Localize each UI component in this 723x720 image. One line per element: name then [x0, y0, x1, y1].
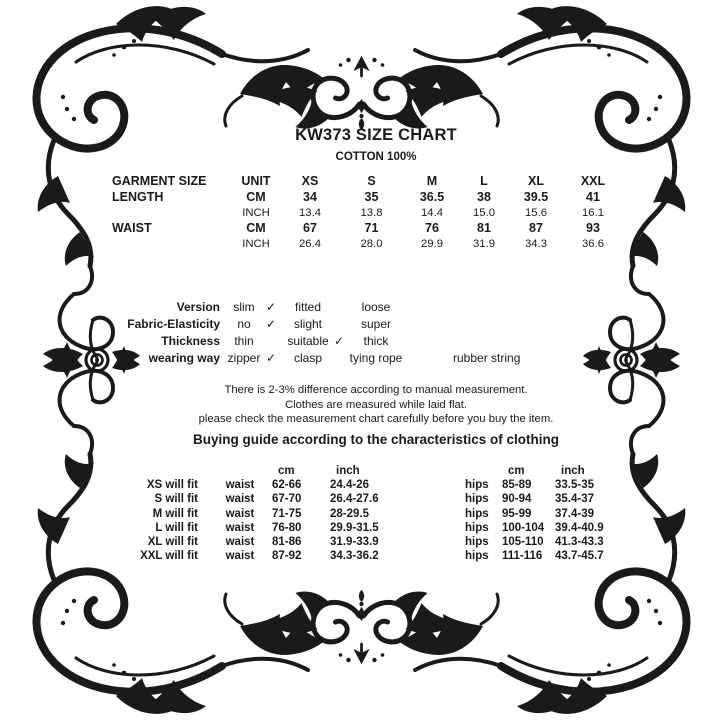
guide-size-label: XXL will fit [140, 550, 198, 563]
value-cell: 13.8 [360, 206, 383, 219]
check-icon [334, 316, 348, 333]
value-cell: 16.1 [582, 206, 604, 219]
check-icon: ✓ [266, 300, 277, 314]
unit-cell: INCH [242, 206, 270, 219]
guide-size-label: XL will fit [147, 536, 198, 549]
value-cell: 31.9 [473, 238, 495, 251]
guide-cm-value: 71-75 [272, 507, 302, 520]
guide-inch-value: 31.9-33.9 [330, 536, 379, 549]
value-cell: 34 [303, 189, 317, 204]
check-icon: ✓ [334, 334, 345, 348]
size-table [112, 174, 621, 253]
guide-area-label: waist [225, 550, 255, 563]
unit-cell: CM [246, 221, 266, 236]
value-cell: 36.6 [582, 238, 604, 251]
column-header-cm: cm [508, 465, 525, 477]
guide-inch-value: 28-29.5 [330, 507, 370, 520]
guide-area-label: hips [465, 479, 489, 492]
value-cell: 34.3 [525, 238, 547, 251]
guide-inch-value: 34.3-36.2 [330, 550, 379, 563]
unit-cell: CM [246, 189, 266, 204]
column-header-cm: cm [278, 465, 295, 477]
value-cell: 41 [586, 189, 600, 204]
value-cell: 36.5 [419, 189, 445, 204]
column-header-inch: inch [336, 465, 360, 477]
measurement-notes [30, 383, 722, 448]
guide-cm-value: 85-89 [502, 479, 532, 492]
measurement-note: There is 2-3% difference according to manual measurement. [224, 384, 528, 396]
attribute-option: suitable [287, 334, 329, 348]
row-label [112, 206, 232, 222]
attribute-option: no [237, 317, 251, 331]
guide-inch-value: 24.4-26 [330, 479, 370, 492]
guide-cm-value: 62-66 [272, 479, 302, 492]
attribute-option: slim [233, 300, 255, 314]
guide-inch-value: 26.4-27.6 [330, 493, 379, 506]
column-header-garment-size: GARMENT SIZE [112, 174, 207, 188]
guide-area-label: waist [225, 521, 255, 534]
column-header-xl: XL [528, 174, 544, 188]
spacer [404, 316, 453, 333]
row-label: LENGTH [112, 189, 164, 204]
check-icon [266, 333, 282, 350]
value-cell: 38 [477, 189, 491, 204]
attribute-option [453, 299, 593, 316]
attribute-label: Fabric-Elasticity [127, 317, 220, 331]
buying-guide-table [140, 464, 640, 563]
column-header-inch: inch [561, 465, 585, 477]
attribute-option: rubber string [453, 351, 521, 365]
guide-cm-value: 76-80 [272, 521, 302, 534]
guide-cm-value: 90-94 [502, 493, 532, 506]
attribute-option [453, 316, 593, 333]
fabric-subtitle: COTTON 100% [335, 151, 417, 163]
value-cell: 13.4 [299, 206, 321, 219]
guide-inch-value: 41.3-43.3 [555, 536, 604, 549]
column-header-xs: XS [301, 174, 319, 188]
row-label: WAIST [112, 221, 152, 236]
spacer [404, 299, 453, 316]
guide-inch-value: 29.9-31.5 [330, 521, 379, 534]
page-title: KW373 SIZE CHART [295, 126, 457, 144]
guide-inch-value: 43.7-45.7 [555, 550, 604, 563]
guide-size-label: M will fit [152, 507, 198, 520]
check-icon: ✓ [266, 351, 277, 365]
row-label [112, 237, 232, 253]
attribute-label: Thickness [161, 334, 220, 348]
guide-size-label: XS will fit [146, 479, 198, 492]
value-cell: 81 [477, 221, 491, 236]
guide-cm-value: 105-110 [502, 536, 544, 549]
spacer [404, 350, 453, 367]
guide-inch-value: 35.4-37 [555, 493, 595, 506]
spacer [465, 464, 502, 478]
guide-cm-value: 67-70 [272, 493, 302, 506]
attribute-option: tying rope [349, 351, 403, 365]
value-cell: 29.9 [421, 238, 443, 251]
check-icon: ✓ [266, 317, 277, 331]
guide-cm-value: 111-116 [502, 550, 543, 563]
guide-area-label: waist [225, 536, 255, 549]
attribute-option: thick [363, 334, 389, 348]
value-cell: 15.0 [473, 206, 495, 219]
value-cell: 28.0 [360, 238, 383, 251]
column-header-s: S [367, 174, 376, 188]
attribute-option: clasp [293, 351, 322, 365]
attribute-option: super [360, 317, 392, 331]
value-cell: 26.4 [299, 238, 321, 251]
clothing-attributes [57, 299, 593, 367]
guide-area-label: hips [465, 507, 489, 520]
guide-size-label: S will fit [154, 493, 198, 506]
value-cell: 71 [364, 221, 379, 236]
spacer [404, 333, 453, 350]
spacer [140, 464, 198, 478]
guide-area-label: hips [465, 536, 489, 549]
measurement-note: please check the measurement chart carefully before you buy the item. [198, 413, 554, 426]
value-cell: 39.5 [523, 189, 549, 204]
guide-inch-value: 39.4-40.9 [555, 521, 604, 534]
guide-cm-value: 81-86 [272, 536, 302, 549]
guide-area-label: hips [465, 550, 489, 563]
guide-area-label: hips [465, 493, 489, 506]
value-cell: 87 [529, 221, 543, 236]
guide-area-label: hips [465, 521, 489, 534]
attribute-option: fitted [294, 300, 321, 314]
check-icon [334, 350, 348, 367]
attribute-option: loose [361, 300, 391, 314]
buying-guide-heading: Buying guide according to the characteristics of clothing [192, 431, 560, 447]
guide-area-label: waist [225, 479, 255, 492]
attribute-option: zipper [227, 351, 261, 365]
column-header-l: L [480, 174, 488, 188]
spacer [198, 464, 272, 478]
guide-size-label: L will fit [155, 521, 198, 534]
value-cell: 35 [364, 189, 379, 204]
guide-area-label: waist [225, 507, 255, 520]
guide-inch-value: 33.5-35 [555, 479, 595, 492]
guide-cm-value: 95-99 [502, 507, 532, 520]
guide-cm-value: 87-92 [272, 550, 302, 563]
column-header-m: M [426, 174, 438, 188]
value-cell: 76 [425, 221, 439, 236]
guide-area-label: waist [225, 493, 255, 506]
attribute-option [453, 333, 593, 350]
value-cell: 14.4 [421, 206, 443, 219]
guide-inch-value: 37.4-39 [555, 507, 595, 520]
value-cell: 67 [303, 221, 317, 236]
column-header-xxl: XXL [580, 174, 606, 188]
attribute-option: thin [234, 334, 254, 348]
attribute-label: Version [176, 300, 220, 314]
attribute-option: slight [293, 317, 322, 331]
value-cell: 15.6 [525, 206, 547, 219]
value-cell: 93 [586, 221, 600, 236]
column-header-unit: UNIT [241, 174, 271, 188]
unit-cell: INCH [242, 238, 270, 251]
check-icon [334, 299, 348, 316]
guide-cm-value: 100-104 [502, 521, 545, 534]
attribute-label: wearing way [148, 351, 220, 365]
measurement-note: Clothes are measured while laid flat. [284, 398, 468, 411]
